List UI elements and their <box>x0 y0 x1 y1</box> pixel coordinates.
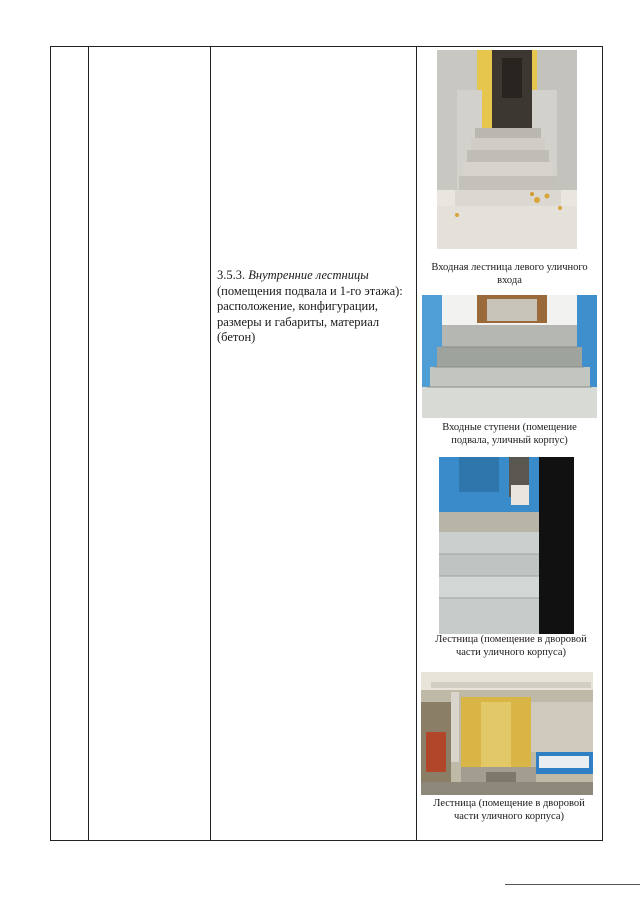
table-col-border-2 <box>88 46 89 841</box>
section-description <box>217 268 407 346</box>
photo-courtyard-stairs-2 <box>421 672 593 795</box>
caption-courtyard-stairs-2: Лестница (помещение в дворовой части уличного корпуса) <box>433 798 585 822</box>
caption-left-entrance-stairs: Входная лестница левого уличного входа <box>431 262 588 286</box>
caption-courtyard-stairs-1: Лестница (помещение в дворовой части уличного корпуса) <box>435 634 587 658</box>
table-col-border-5 <box>602 46 603 841</box>
photo-courtyard-stairs-1 <box>439 457 574 634</box>
photo-basement-entry-steps <box>422 295 597 418</box>
photo-left-entrance-stairs <box>437 50 577 249</box>
table-col-border-3 <box>210 46 211 841</box>
table-top-border <box>50 46 603 47</box>
caption-basement-entry-steps: Входные ступени (помещение подвала, уличный корпус) <box>442 422 577 446</box>
section-number: 3.5.3. <box>217 268 246 282</box>
section-title: Внутренние лестницы <box>248 268 369 282</box>
section-details: (помещения подвала и 1-го этажа): расположение, конфигурации, размеры и габариты, материал (бетон) <box>217 283 403 344</box>
bottom-scan-rule <box>505 884 640 885</box>
table-bottom-border <box>50 840 603 841</box>
table-col-border-4 <box>416 46 417 841</box>
table-col-border-1 <box>50 46 51 841</box>
